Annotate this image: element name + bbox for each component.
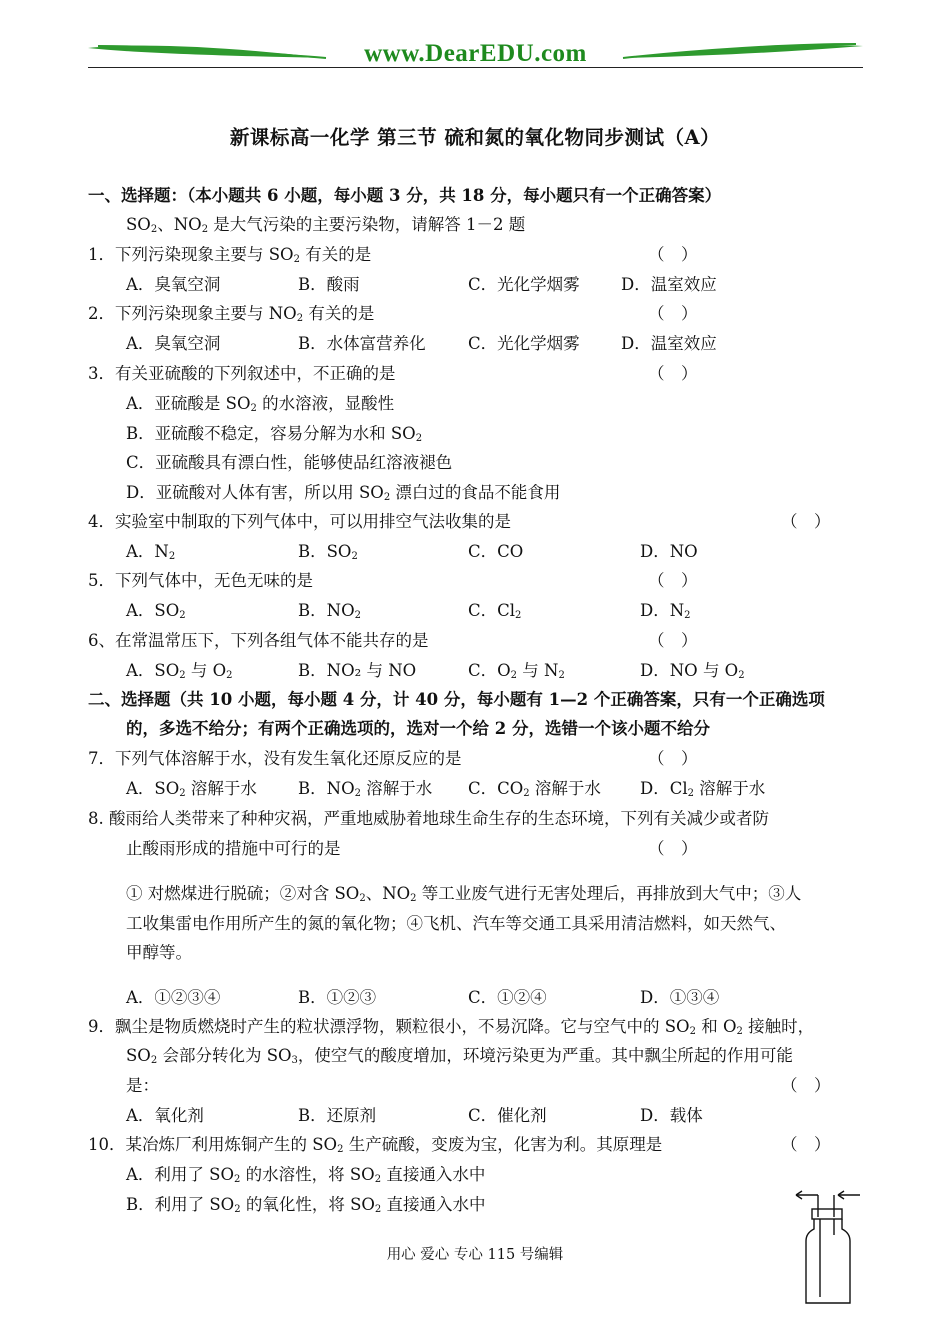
- q1-option-a: A．臭氧空洞: [126, 275, 221, 294]
- q6-option-b: B．NO₂ 与 NO: [298, 661, 417, 680]
- q4-answer-blank[interactable]: （ ）: [781, 512, 831, 531]
- q1-option-d: D．温室效应: [621, 275, 717, 294]
- q9-stem-line3: 是：: [126, 1076, 159, 1095]
- q8-stem-line1: 8. 酸雨给人类带来了种种灾祸，严重地威胁着地球生命生存的生态环境，下列有关减少或者防: [88, 809, 769, 828]
- q9-option-b: B．还原剂: [298, 1106, 377, 1125]
- q8-option-d: D．①③④: [640, 988, 720, 1007]
- q1-option-b: B．酸雨: [298, 275, 360, 294]
- q10-option-b: B．利用了 $SO_2$ 的氧化性，将 $SO_2$ 直接通入水中: [126, 1195, 486, 1215]
- section1-heading: 一、选择题：（本小题共 6 小题，每小题 3 分，共 18 分，每小题只有一个正确答案）: [88, 186, 722, 205]
- q2-stem: 2．下列污染现象主要与 $NO_2$ 有关的是: [88, 304, 375, 324]
- q8-measures-line2: 工收集雷电作用所产生的氮的氧化物；④飞机、汽车等交通工具采用清洁燃料，如天然气、: [126, 914, 786, 933]
- q1-answer-blank[interactable]: （ ）: [648, 245, 698, 264]
- q8-option-c: C．①②④: [468, 988, 547, 1007]
- q4-option-d: D．NO: [640, 542, 698, 561]
- q5-option-b: B．$NO_2$: [298, 601, 361, 621]
- q6-answer-blank[interactable]: （ ）: [648, 631, 698, 650]
- q5-answer-blank[interactable]: （ ）: [648, 571, 698, 590]
- q4-stem: 4．实验室中制取的下列气体中，可以用排空气法收集的是: [88, 512, 511, 531]
- page-header: [88, 38, 863, 70]
- q4-option-c: C．CO: [468, 542, 524, 561]
- header-rule: [88, 67, 863, 68]
- q2-answer-blank[interactable]: （ ）: [648, 304, 698, 323]
- site-logo: www.DearEDU.com: [364, 40, 587, 67]
- q9-answer-blank[interactable]: （ ）: [781, 1076, 831, 1095]
- q3-option-b: B．亚硫酸不稳定，容易分解为水和 $SO_2$: [126, 424, 423, 444]
- q2-option-c: C．光化学烟雾: [468, 334, 580, 353]
- q1-stem: 1．下列污染现象主要与 $SO_2$ 有关的是: [88, 245, 372, 265]
- q9-stem-line1: 9．飘尘是物质燃烧时产生的粒状漂浮物，颗粒很小，不易沉降。它与空气中的 $SO_2$ 和 $O_2$ 接触时，: [88, 1017, 815, 1037]
- section1-intro: $SO_2$、$NO_2$ 是大气污染的主要污染物，请解答 1－2 题: [126, 215, 526, 235]
- q3-option-c: C．亚硫酸具有漂白性，能够使品红溶液褪色: [126, 453, 453, 472]
- q4-option-b: B．$SO_2$: [298, 542, 358, 562]
- q8-measures-line1: ① 对燃煤进行脱硫；②对含 $SO_2$、$NO_2$ 等工业废气进行无害处理后，再排放到大气中；③人: [126, 884, 802, 904]
- q8-answer-blank[interactable]: （ ）: [648, 839, 698, 858]
- q5-option-d: D．$N_2$: [640, 601, 691, 621]
- q8-option-a: A．①②③④: [126, 988, 221, 1007]
- q9-stem-line2: $SO_2$ 会部分转化为 $SO_3$，使空气的酸度增加，环境污染更为严重。其中飘尘所起的作用可能: [126, 1046, 793, 1066]
- q3-stem: 3．有关亚硫酸的下列叙述中，不正确的是: [88, 364, 396, 383]
- q6-option-c: C．$O_2$ 与 $N_2$: [468, 661, 565, 681]
- q3-option-d: D．亚硫酸对人体有害，所以用 $SO_2$ 漂白过的食品不能食用: [126, 483, 561, 503]
- q9-option-a: A．氧化剂: [126, 1106, 204, 1125]
- q7-option-c: C．$CO_2$ 溶解于水: [468, 779, 601, 799]
- q8-stem-line2: 止酸雨形成的措施中可行的是: [126, 839, 341, 858]
- q7-stem: 7．下列气体溶解于水，没有发生氧化还原反应的是: [88, 749, 462, 768]
- q2-option-d: D．温室效应: [621, 334, 717, 353]
- q2-option-b: B．水体富营养化: [298, 334, 426, 353]
- q7-option-d: D．$Cl_2$ 溶解于水: [640, 779, 766, 799]
- q4-option-a: A．$N_2$: [126, 542, 176, 562]
- q2-option-a: A．臭氧空洞: [126, 334, 221, 353]
- q5-stem: 5．下列气体中，无色无味的是: [88, 571, 313, 590]
- q3-answer-blank[interactable]: （ ）: [648, 364, 698, 383]
- page-footer: 用心 爱心 专心 115 号编辑: [386, 1247, 564, 1263]
- q7-answer-blank[interactable]: （ ）: [648, 749, 698, 768]
- section2-heading-line1: 二、选择题（共 10 小题，每小题 4 分，计 40 分，每小题有 1—2 个正确答案，只有一个正确选项: [88, 690, 825, 709]
- q10-answer-blank[interactable]: （ ）: [781, 1135, 831, 1154]
- q6-option-d: D．NO 与 $O_2$: [640, 661, 745, 681]
- q3-option-a: A．亚硫酸是 $SO_2$ 的水溶液，显酸性: [126, 394, 395, 414]
- q5-option-a: A．$SO_2$: [126, 601, 186, 621]
- q10-option-a: A．利用了 $SO_2$ 的水溶性，将 $SO_2$ 直接通入水中: [126, 1165, 486, 1185]
- q5-option-c: C．$Cl_2$: [468, 601, 522, 621]
- page-title: 新课标高一化学 第三节 硫和氮的氧化物同步测试（A）: [229, 126, 721, 149]
- q7-option-a: A．$SO_2$ 溶解于水: [126, 779, 257, 799]
- q7-option-b: B．$NO_2$ 溶解于水: [298, 779, 433, 799]
- q8-option-b: B．①②③: [298, 988, 377, 1007]
- section2-heading-line2: 的，多选不给分；有两个正确选项的，选对一个给 2 分，选错一个该小题不给分: [126, 719, 710, 738]
- q9-option-d: D．载体: [640, 1106, 703, 1125]
- q8-measures-line3: 甲醇等。: [126, 943, 192, 962]
- q6-stem: 6、在常温常压下，下列各组气体不能共存的是: [88, 631, 429, 650]
- q1-option-c: C．光化学烟雾: [468, 275, 580, 294]
- q9-option-c: C．催化剂: [468, 1106, 547, 1125]
- q10-stem: 10．某冶炼厂利用炼铜产生的 $SO_2$ 生产硫酸，变废为宝，化害为利。其原理是: [88, 1135, 663, 1155]
- q6-option-a: A．$SO_2$ 与 $O_2$: [126, 661, 233, 681]
